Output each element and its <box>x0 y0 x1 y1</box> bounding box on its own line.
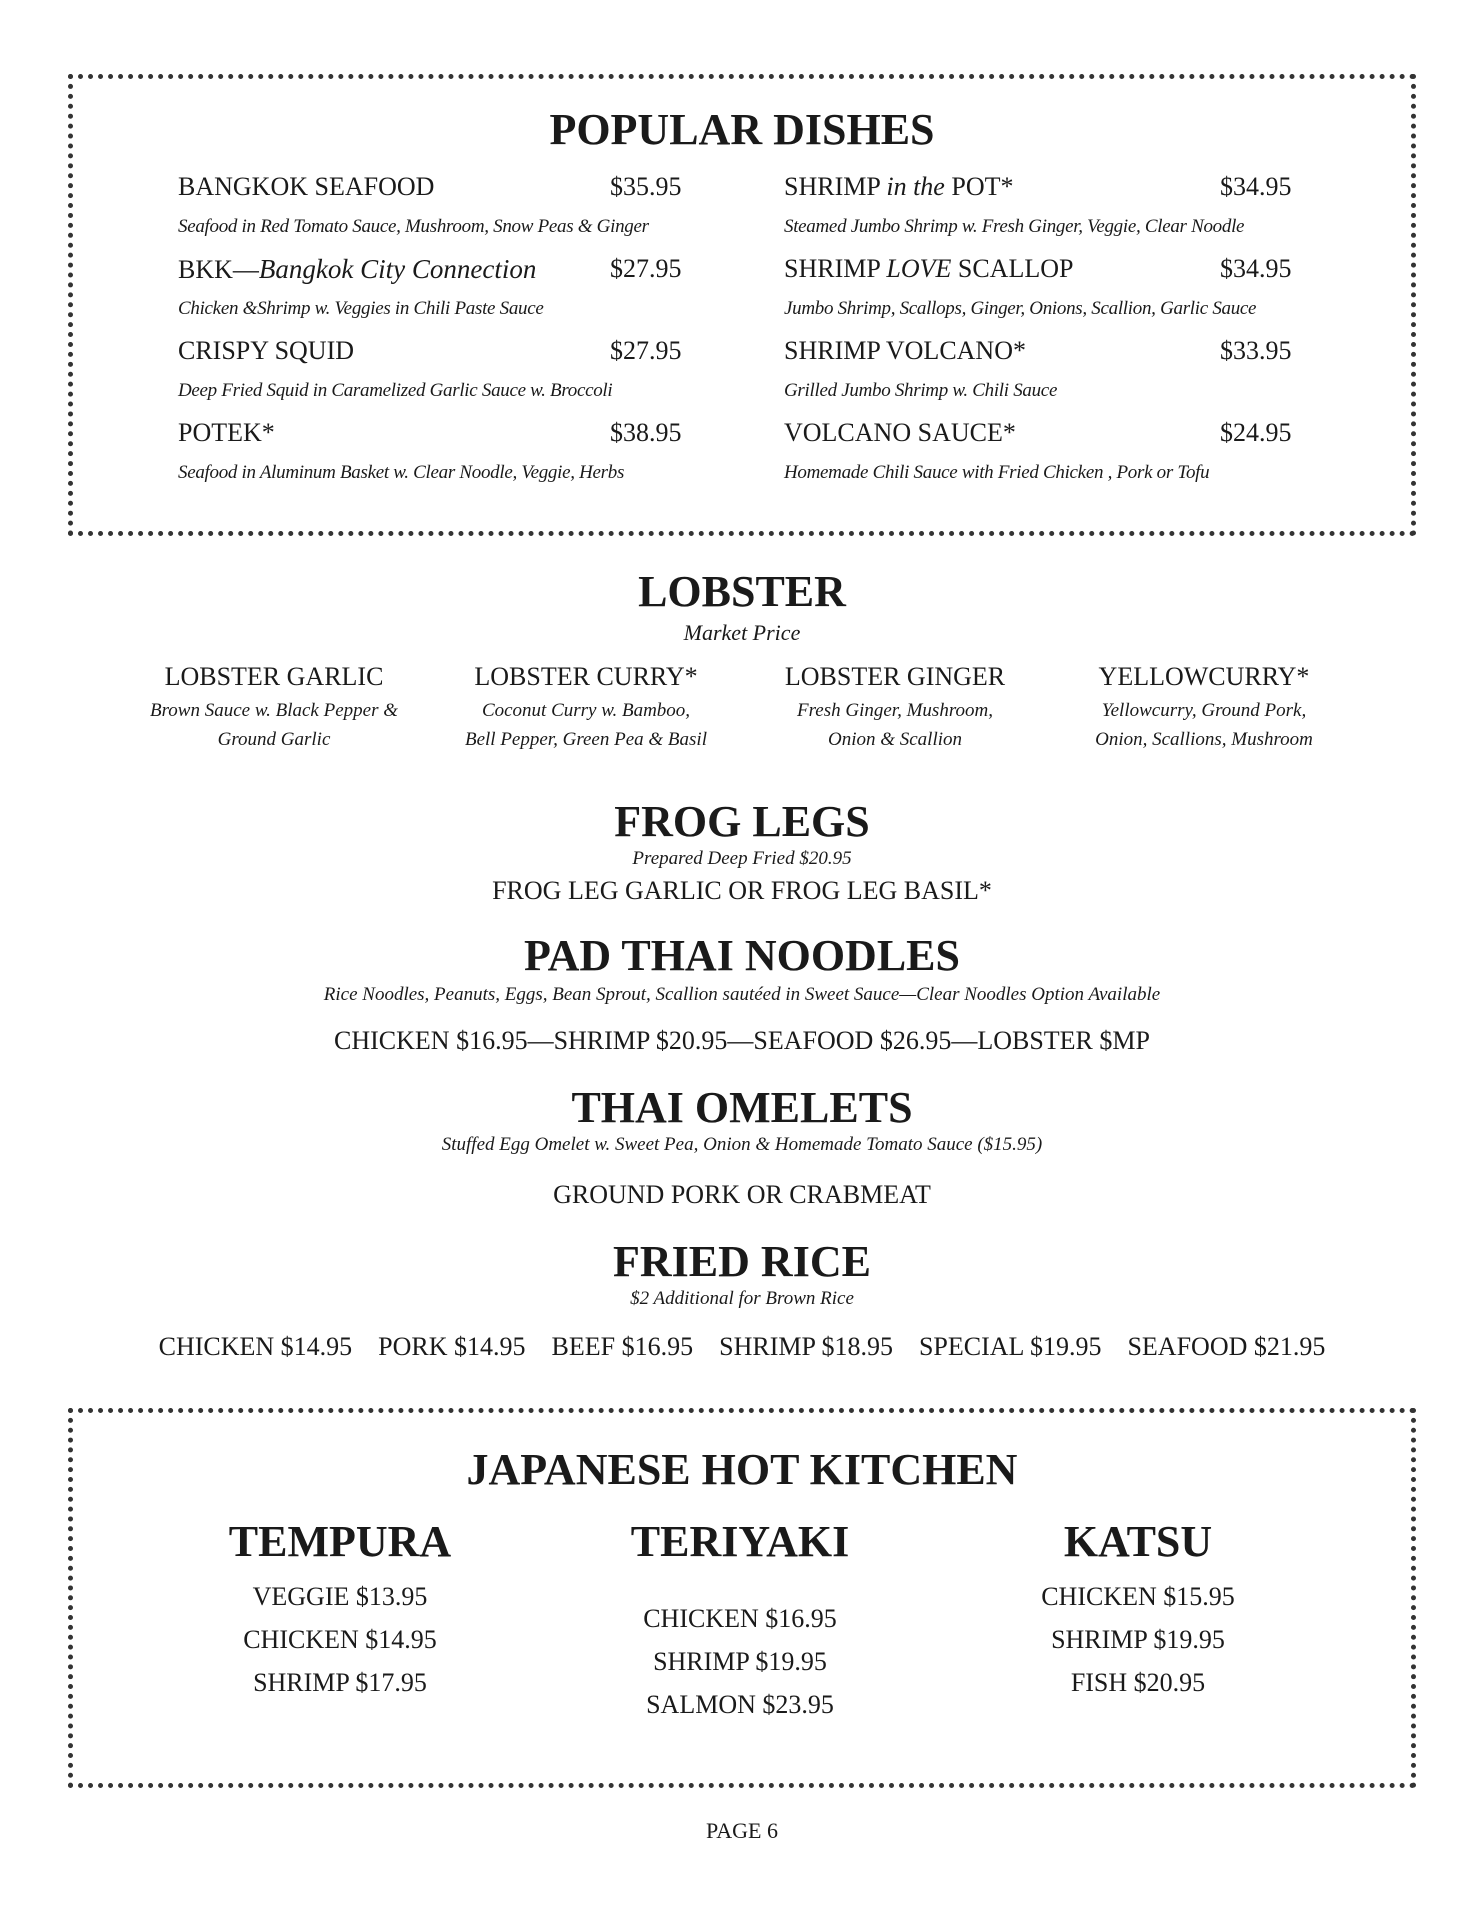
lobster-item <box>436 662 736 754</box>
teriyaki-item: SALMON $23.95 <box>646 1690 834 1719</box>
dish-description: Jumbo Shrimp, Scallops, Ginger, Onions, Scallion, Garlic Sauce <box>784 298 1257 319</box>
pad-thai-prices: CHICKEN $16.95—SHRIMP $20.95—SEAFOOD $26.95—LOBSTER $MP <box>334 1026 1150 1055</box>
fried-rice-item: SPECIAL $19.95 <box>918 1332 1102 1361</box>
dish-name: SHRIMP in the POT* <box>784 172 1014 201</box>
teriyaki-item: SHRIMP $19.95 <box>653 1647 827 1676</box>
dish-name: VOLCANO SAUCE* <box>784 418 1016 447</box>
dish-name: POTEK* <box>178 418 275 447</box>
dish-description: Seafood in Red Tomato Sauce, Mushroom, Snow Peas & Ginger <box>178 216 649 237</box>
tempura-item: VEGGIE $13.95 <box>252 1582 428 1611</box>
dish-price: $27.95 <box>610 336 682 365</box>
lobster-item-desc: Fresh Ginger, Mushroom, Onion & Scallion <box>797 700 993 750</box>
dish-price: $35.95 <box>610 172 682 201</box>
fried-rice-prices <box>0 1332 1484 1362</box>
page-number: PAGE 6 <box>706 1818 778 1843</box>
dish-price: $38.95 <box>610 418 682 447</box>
tempura-item: SHRIMP $17.95 <box>253 1668 427 1697</box>
thai-omelets-options: GROUND PORK OR CRABMEAT <box>553 1180 931 1209</box>
fried-rice-subtitle: $2 Additional for Brown Rice <box>630 1288 854 1309</box>
fried-rice-item: SHRIMP $18.95 <box>719 1332 893 1361</box>
fried-rice-item: CHICKEN $14.95 <box>158 1332 353 1361</box>
lobster-item-name: LOBSTER GARLIC <box>164 662 384 691</box>
lobster-item <box>1054 662 1354 754</box>
lobster-item-name: LOBSTER GINGER <box>784 662 1006 691</box>
katsu-item: CHICKEN $15.95 <box>1041 1582 1235 1611</box>
dish-name: CRISPY SQUID <box>178 336 355 365</box>
popular-dishes-title: POPULAR DISHES <box>549 105 935 154</box>
teriyaki-title: TERIYAKI <box>630 1517 850 1566</box>
lobster-item-desc: Coconut Curry w. Bamboo, Bell Pepper, Green Pea & Basil <box>464 700 707 750</box>
dish-description: Deep Fried Squid in Caramelized Garlic Sauce w. Broccoli <box>178 380 613 401</box>
fried-rice-item: SEAFOOD $21.95 <box>1127 1332 1326 1361</box>
pad-thai-title: PAD THAI NOODLES <box>523 931 960 980</box>
frog-legs-title: FROG LEGS <box>614 797 870 846</box>
dish-description: Steamed Jumbo Shrimp w. Fresh Ginger, Veggie, Clear Noodle <box>784 216 1245 237</box>
thai-omelets-title: THAI OMELETS <box>571 1083 913 1132</box>
dish-price: $33.95 <box>1220 336 1292 365</box>
dish-price: $27.95 <box>610 254 682 283</box>
dish-name: BKK—Bangkok City Connection <box>178 254 537 284</box>
dish-description: Grilled Jumbo Shrimp w. Chili Sauce <box>784 380 1058 401</box>
japanese-hot-kitchen-title: JAPANESE HOT KITCHEN <box>466 1445 1018 1494</box>
dish-description: Chicken &Shrimp w. Veggies in Chili Paste Sauce <box>178 298 544 319</box>
fried-rice-item: PORK $14.95 <box>378 1332 526 1361</box>
lobster-item-name: LOBSTER CURRY* <box>474 662 698 691</box>
katsu-title: KATSU <box>1063 1517 1213 1566</box>
dish-name: SHRIMP LOVE SCALLOP <box>784 254 1074 283</box>
dish-description: Homemade Chili Sauce with Fried Chicken , Pork or Tofu <box>784 462 1210 483</box>
lobster-item-name: YELLOWCURRY* <box>1098 662 1310 691</box>
fried-rice-item: BEEF $16.95 <box>551 1332 694 1361</box>
katsu-item: SHRIMP $19.95 <box>1051 1625 1225 1654</box>
frog-legs-options: FROG LEG GARLIC OR FROG LEG BASIL* <box>492 876 992 905</box>
dish-description: Seafood in Aluminum Basket w. Clear Noodle, Veggie, Herbs <box>178 462 625 483</box>
tempura-item: CHICKEN $14.95 <box>243 1625 437 1654</box>
dish-price: $34.95 <box>1220 254 1292 283</box>
fried-rice-title: FRIED RICE <box>613 1237 871 1286</box>
tempura-column <box>170 1516 510 1704</box>
katsu-column <box>968 1516 1308 1704</box>
dish-price: $34.95 <box>1220 172 1292 201</box>
lobster-item <box>745 662 1045 754</box>
dish-name: BANGKOK SEAFOOD <box>178 172 435 201</box>
lobster-item-desc: Yellowcurry, Ground Pork, Onion, Scallions, Mushroom <box>1095 700 1313 750</box>
frog-legs-subtitle: Prepared Deep Fried $20.95 <box>632 848 852 869</box>
teriyaki-column <box>570 1516 910 1726</box>
teriyaki-item: CHICKEN $16.95 <box>643 1604 837 1633</box>
lobster-item <box>124 662 424 754</box>
dish-price: $24.95 <box>1220 418 1292 447</box>
tempura-title: TEMPURA <box>228 1517 452 1566</box>
pad-thai-subtitle: Rice Noodles, Peanuts, Eggs, Bean Sprout, Scallion sautéed in Sweet Sauce—Clear Noodles Option Available <box>323 984 1161 1005</box>
thai-omelets-subtitle: Stuffed Egg Omelet w. Sweet Pea, Onion & Homemade Tomato Sauce ($15.95) <box>441 1134 1043 1155</box>
lobster-subtitle: Market Price <box>683 620 801 645</box>
lobster-title: LOBSTER <box>638 567 846 616</box>
lobster-item-desc: Brown Sauce w. Black Pepper & Ground Garlic <box>150 700 398 750</box>
katsu-item: FISH $20.95 <box>1070 1668 1206 1697</box>
dish-name: SHRIMP VOLCANO* <box>784 336 1026 365</box>
